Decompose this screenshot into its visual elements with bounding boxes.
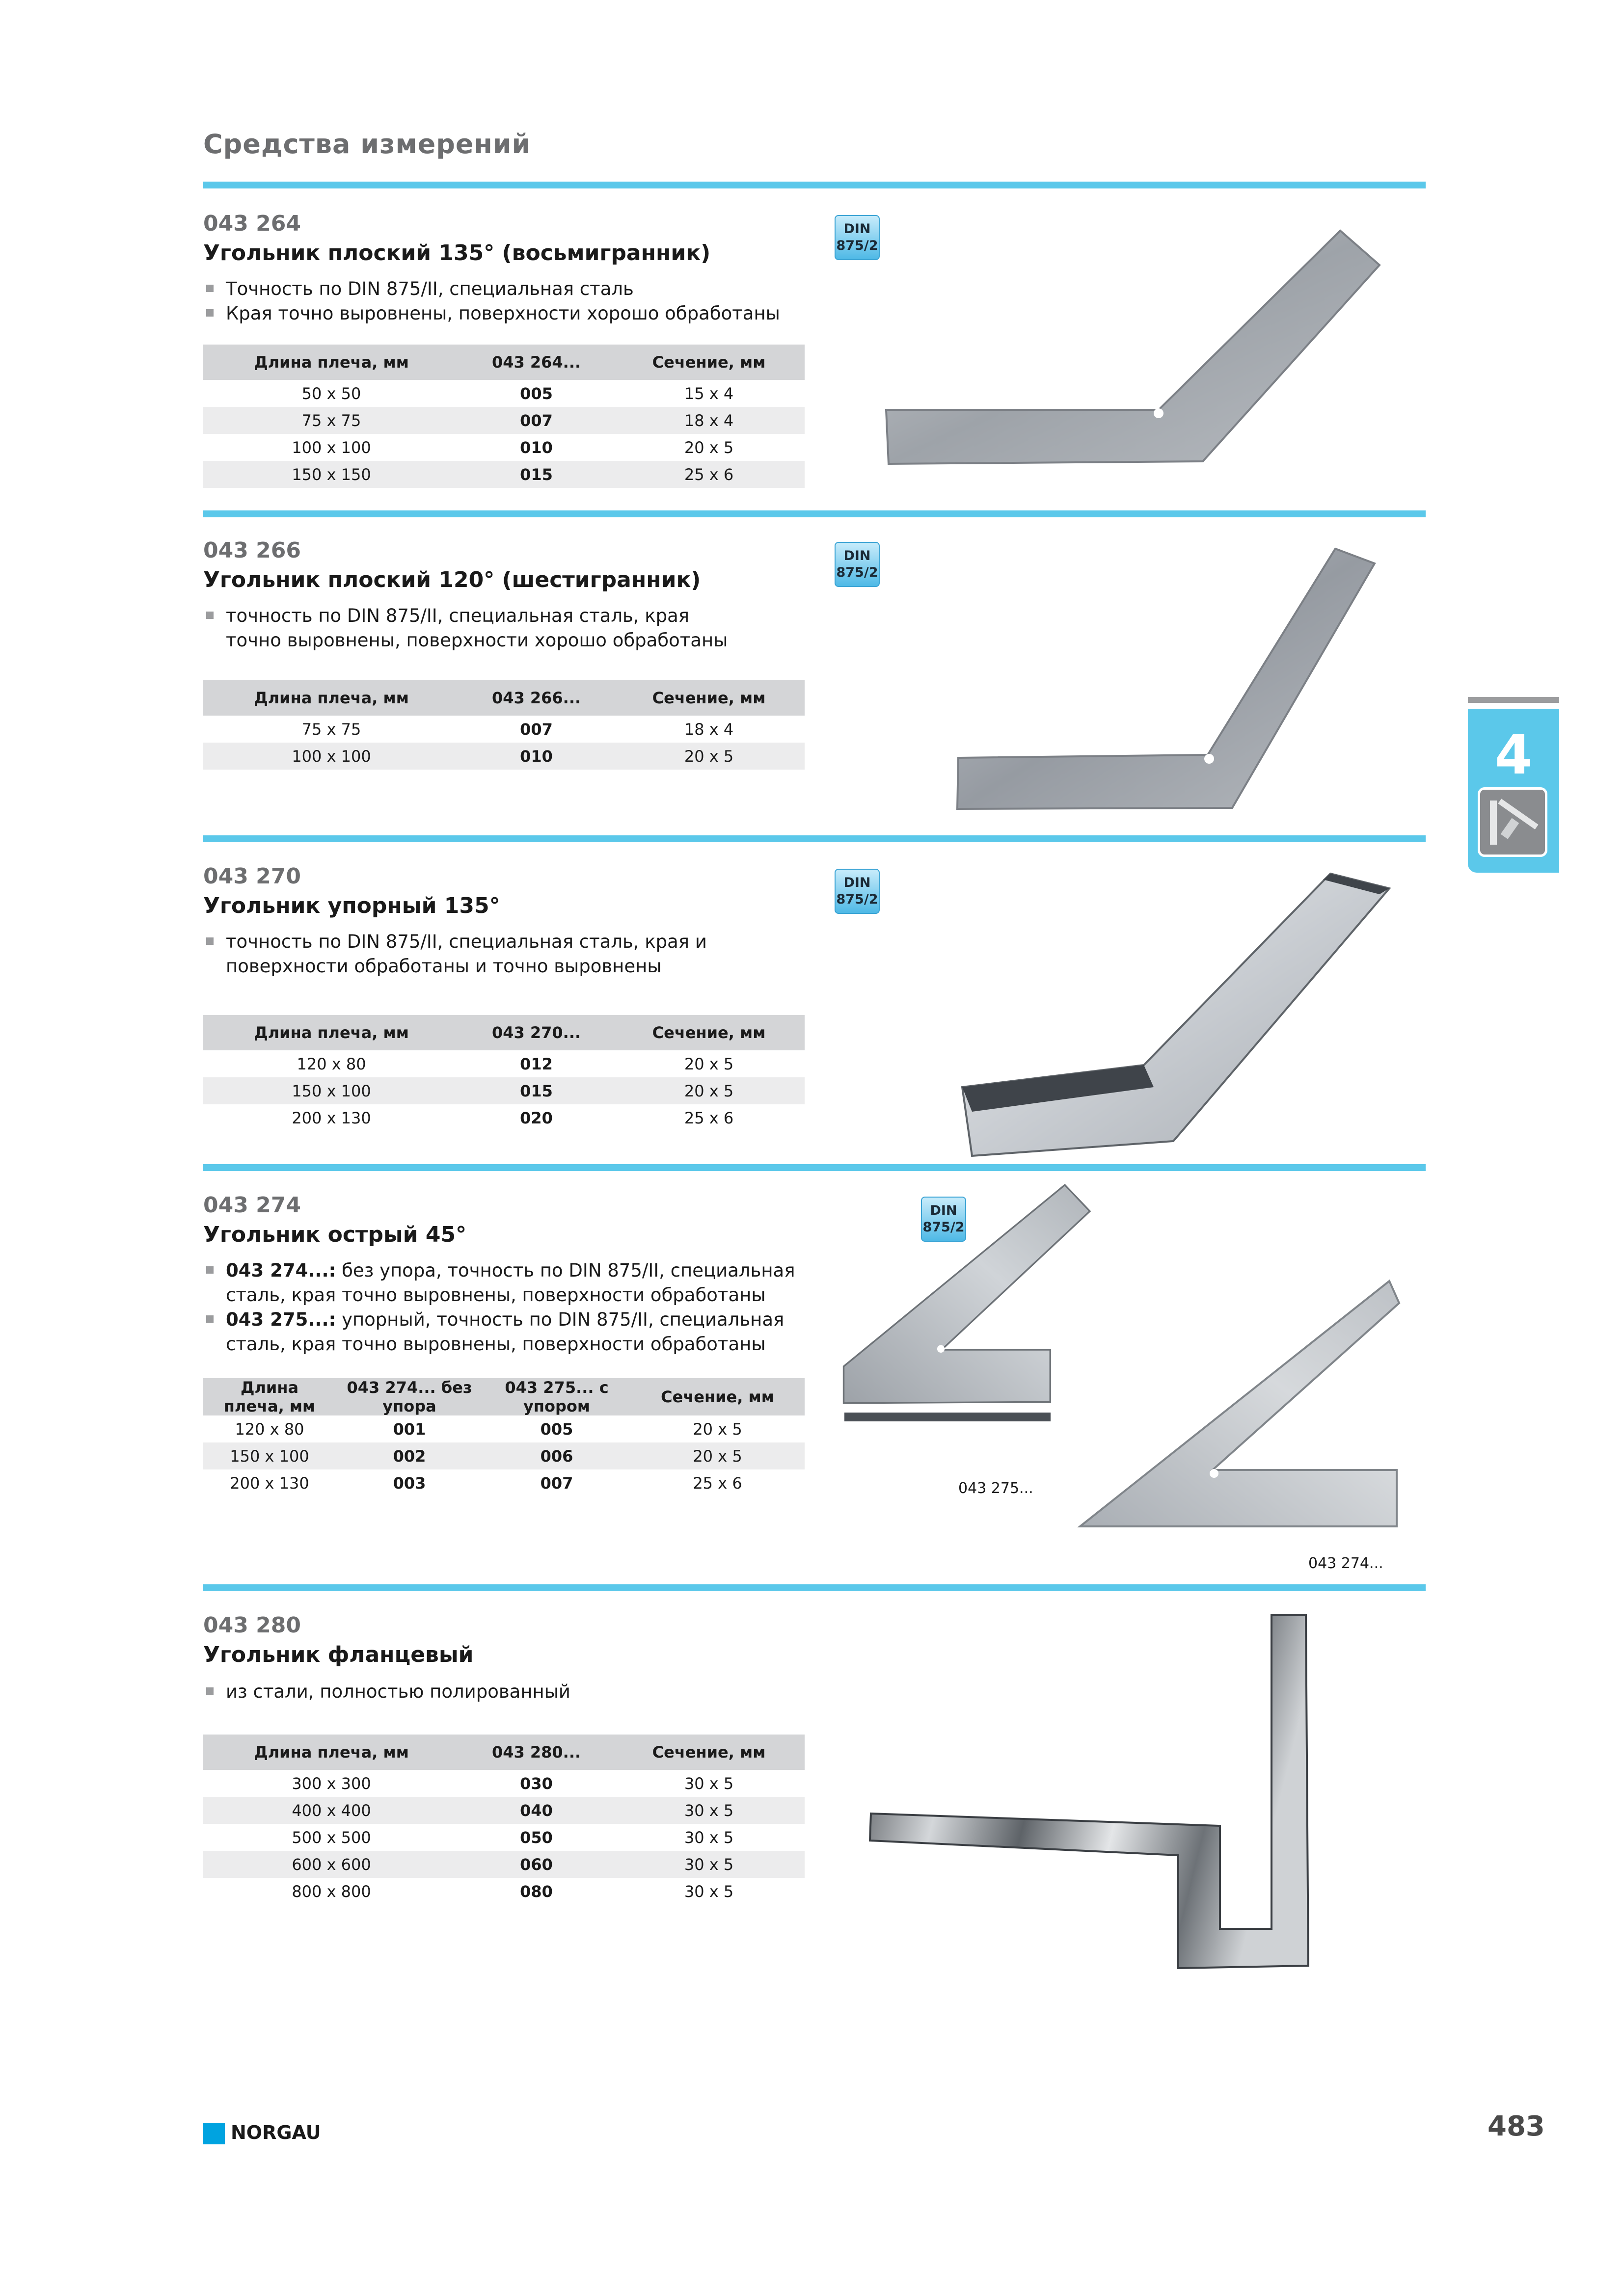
table-row: 100 x 100 010 20 x 5: [203, 743, 805, 770]
norgau-logo-icon: [203, 2123, 225, 2144]
product-code: 043 266: [203, 538, 301, 563]
feature-item: 043 274...: без упора, точность по DIN 875/II, специальная сталь, края точно выровнены, поверхности обработаны: [203, 1258, 817, 1308]
column-header: Длина плеча, мм: [203, 680, 460, 716]
product-code: 043 280: [203, 1613, 301, 1638]
page-number: 483: [1488, 2110, 1545, 2142]
table-row: 500 x 500 050 30 x 5: [292, 1828, 734, 1847]
table-row: 50 x 50 005 15 x 4: [301, 384, 734, 403]
feature-item: 043 275...: упорный, точность по DIN 875/II, специальная сталь, края точно выровнены, поверхности обработаны: [203, 1308, 817, 1357]
feature-list: [203, 604, 743, 653]
section-divider: [203, 1164, 1426, 1171]
chapter-tab[interactable]: [1468, 709, 1559, 873]
column-header: Сечение, мм: [613, 680, 805, 716]
table-row: 100 x 100 010 20 x 5: [292, 438, 734, 457]
column-header: Длина плеча, мм: [203, 345, 460, 380]
product-name: Угольник плоский 120° (шестигранник): [203, 567, 701, 592]
acute-square-45-image: [1075, 1276, 1409, 1531]
spec-table: [203, 1015, 805, 1131]
product-name: Угольник острый 45°: [203, 1222, 467, 1247]
column-header: Сечение, мм: [613, 1015, 805, 1050]
column-header: Сечение, мм: [613, 345, 805, 380]
din-badge: DIN 875/2: [921, 1197, 966, 1242]
column-header: 043 264...: [460, 345, 613, 380]
feature-item: Края точно выровнены, поверхности хорошо обработаны: [203, 301, 780, 326]
din-badge: DIN 875/2: [835, 215, 880, 260]
feature-list: [203, 930, 792, 979]
table-row: 75 x 75 007 18 x 4: [203, 407, 805, 434]
table-row: 800 x 800 080 30 x 5: [292, 1882, 734, 1901]
section-divider: [203, 835, 1426, 842]
feature-item: точность по DIN 875/II, специальная сталь, края и поверхности обработаны и точно выровнены: [203, 930, 792, 979]
table-row: 200 x 130 003 007 25 x 6: [230, 1473, 742, 1493]
page-title: Средства измерений: [203, 129, 531, 160]
brand-logo-text: NORGAU: [231, 2122, 321, 2143]
column-header: Длина плеча, мм: [203, 1735, 460, 1770]
table-row: 120 x 80 001 005 20 x 5: [235, 1419, 742, 1439]
flange-square-image: [864, 1610, 1325, 1973]
column-header: 043 274... без упора: [336, 1378, 483, 1415]
feature-item: точность по DIN 875/II, специальная сталь, края точно выровнены, поверхности хорошо обработаны: [203, 604, 743, 653]
table-row: 150 x 100 015 20 x 5: [203, 1077, 805, 1104]
stop-square-135-image: [957, 864, 1399, 1168]
feature-list: [203, 1258, 817, 1357]
product-name: Угольник плоский 135° (восьмигранник): [203, 240, 711, 266]
caliper-icon: [1478, 787, 1547, 857]
column-header: Длина плеча, мм: [203, 1378, 336, 1415]
table-row: 120 x 80 012 20 x 5: [297, 1054, 734, 1073]
product-name: Угольник фланцевый: [203, 1642, 474, 1667]
spec-table: [203, 345, 805, 488]
feature-item: Точность по DIN 875/II, специальная сталь: [203, 277, 780, 301]
column-header: Сечение, мм: [630, 1378, 805, 1415]
feature-list: [203, 277, 780, 326]
product-code: 043 274: [203, 1193, 301, 1218]
table-row: 75 x 75 007 18 x 4: [301, 720, 734, 739]
chapter-number: 4: [1494, 723, 1533, 786]
column-header: 043 280...: [460, 1735, 613, 1770]
product-code: 043 264: [203, 211, 301, 236]
feature-item: из стали, полностью полированный: [203, 1680, 570, 1704]
feature-list: [203, 1680, 570, 1704]
column-header: 043 275... с упором: [483, 1378, 630, 1415]
product-code: 043 270: [203, 864, 301, 889]
section-divider: [203, 1584, 1426, 1591]
column-header: Длина плеча, мм: [203, 1015, 460, 1050]
flat-square-120-image: [952, 544, 1394, 814]
section-divider: [203, 510, 1426, 517]
table-row: 400 x 400 040 30 x 5: [203, 1797, 805, 1824]
section-divider: [203, 182, 1426, 188]
column-header: Сечение, мм: [613, 1735, 805, 1770]
column-header: 043 266...: [460, 680, 613, 716]
chapter-tab-rule: [1468, 697, 1559, 703]
table-row: 150 x 150 015 25 x 6: [203, 461, 805, 488]
table-row: 300 x 300 030 30 x 5: [292, 1774, 734, 1793]
image-caption: 043 275...: [958, 1480, 1033, 1497]
flat-square-135-image: [884, 226, 1399, 481]
spec-table: [203, 1735, 805, 1905]
table-row: 600 x 600 060 30 x 5: [203, 1851, 805, 1878]
spec-table: [203, 1378, 805, 1496]
acute-square-45-stop-image: [839, 1183, 1095, 1448]
image-caption: 043 274...: [1308, 1555, 1383, 1572]
din-badge: DIN 875/2: [835, 869, 880, 914]
product-name: Угольник упорный 135°: [203, 893, 500, 918]
spec-table: [203, 680, 805, 770]
table-row: 150 x 100 002 006 20 x 5: [203, 1442, 805, 1469]
din-badge: DIN 875/2: [835, 542, 880, 587]
column-header: 043 270...: [460, 1015, 613, 1050]
table-row: 200 x 130 020 25 x 6: [292, 1108, 734, 1127]
